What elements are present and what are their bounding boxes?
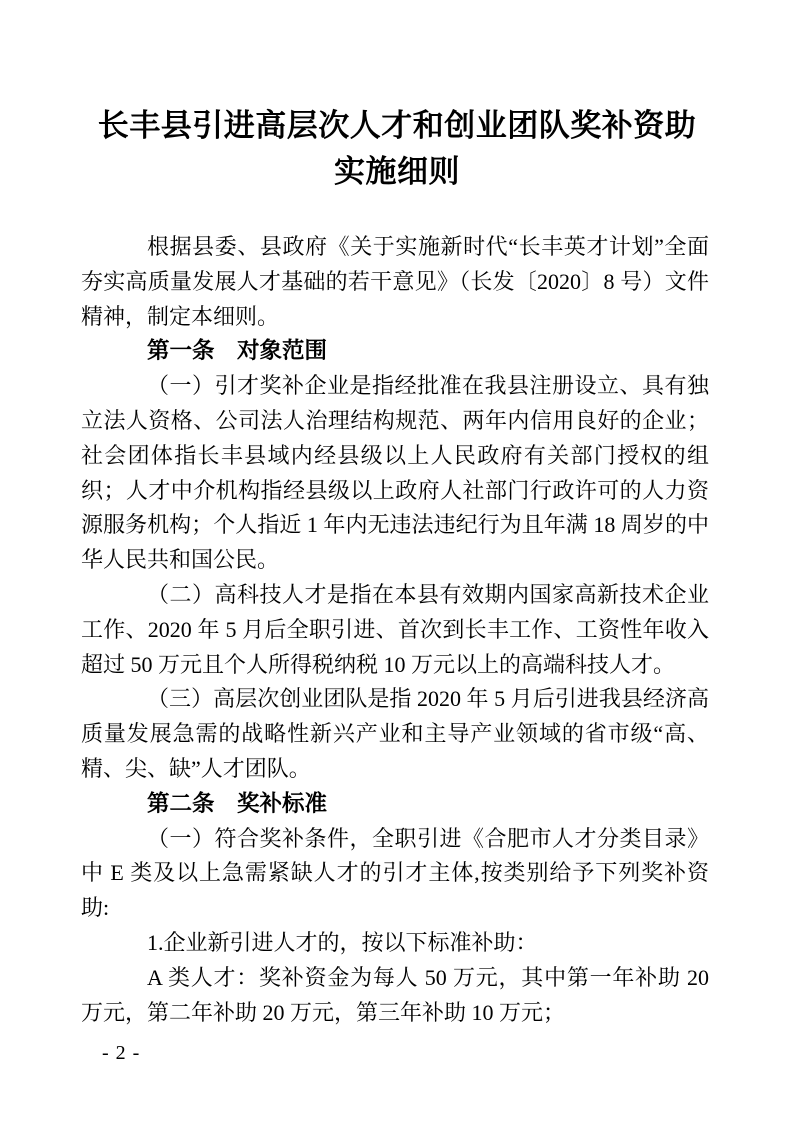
paragraph-article2-item1: （一）符合奖补条件，全职引进《合肥市人才分类目录》中 E 类及以上急需紧缺人才的引才主体,按类别给予下列奖补资助: [81,825,709,921]
document-title-line-1: 长丰县引进高层次人才和创业团队奖补资助 [97,108,697,143]
paragraph-article2-sub1: 1.企业新引进人才的，按以下标准补助： [147,929,538,955]
document-title [0,103,794,195]
paragraph-article2-class-a: A 类人才：奖补资金为每人 50 万元，其中第一年补助 20 万元，第二年补助 20 万元，第三年补助 10 万元； [81,964,709,1025]
page-number: - 2 - [102,1042,141,1064]
paragraph-article1-item3: （三）高层次创业团队是指 2020 年 5 月后引进我县经济高质量发展急需的战略性新兴产业和主导产业领域的省市级“高、精、尖、缺”人才团队。 [81,686,709,781]
article-1-heading: 第一条 对象范围 [147,338,328,364]
document-title-line-2: 实施细则 [334,154,460,189]
paragraph-intro: 根据县委、县政府《关于实施新时代“长丰英才计划”全面夯实高质量发展人才基础的若干意见》（长发〔2020〕8 号）文件精神，制定本细则。 [81,234,709,329]
document-body [81,230,709,1030]
article-2-heading: 第二条 奖补标准 [147,790,328,816]
paragraph-article1-item1: （一）引才奖补企业是指经批准在我县注册设立、具有独立法人资格、公司法人治理结构规范、两年内信用良好的企业；社会团体指长丰县域内经县级以上人民政府有关部门授权的组织；人才中介机构指经县级以上政府人社部门行政许可的人力资源服务机构；个人指近 1 年内无违法违纪行为且年满 18 周岁的中华人民共和国公民。 [81,373,709,573]
paragraph-article1-item2: （二）高科技人才是指在本县有效期内国家高新技术企业工作、2020 年 5 月后全职引进、首次到长丰工作、工资性年收入超过 50 万元且个人所得税纳税 10 万元以上的高端科技人才。 [81,581,709,677]
